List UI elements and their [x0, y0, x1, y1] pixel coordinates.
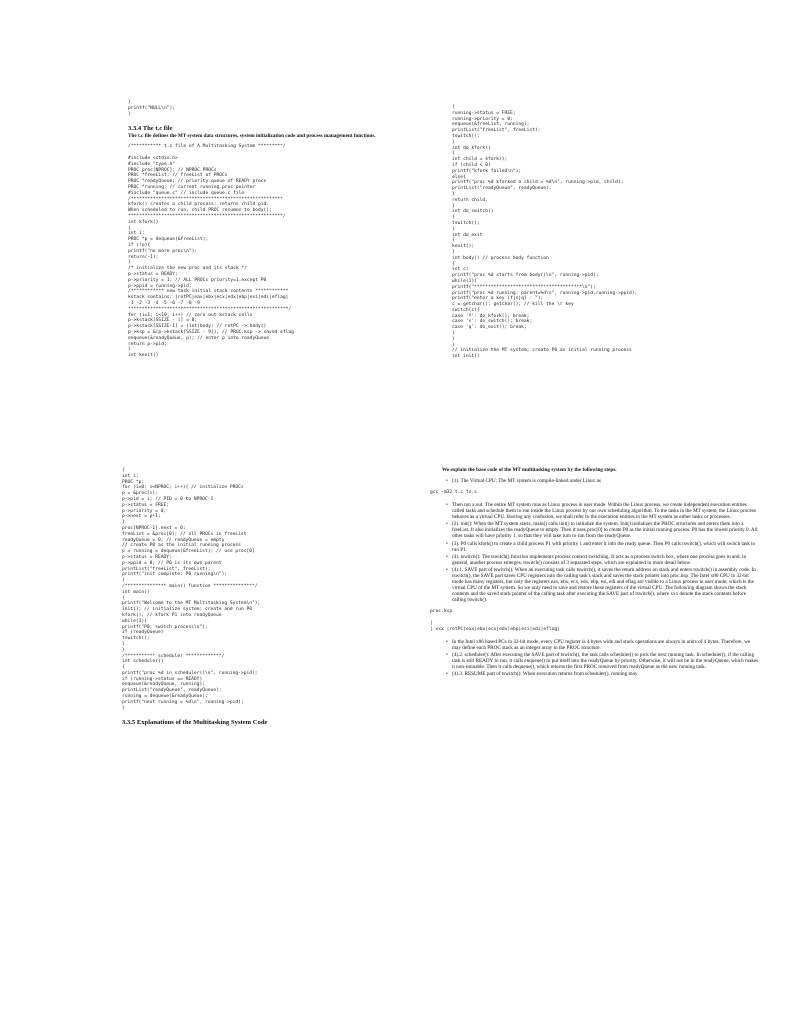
- code-line: return child;: [452, 197, 488, 203]
- step-item: • (4).1. SAVE part of tswitch(): When an executing task calls tswitch(), it saves the return address on stack and enters tswitch() in assembly code. In tswitch(), the SAVE part saves CPU registers into the calling task's stack and saves the stack pointer into proc.ksp. The Intel x86 CPU in 32-bit mode has many registers, but only the registers eax, ebx, ecx, edx, ebp, esi, edi and eflag are visible to a Linux process in user mode, which is the virtual CPU of the MT system. So we only need to save and restore these registers of the virtual CPU. The following diagram shows the stack contents and the saved stack pointer of the calling task after executing the SAVE part of tswitch(), where xxx denote the stack contents before calling tswitch().: [452, 567, 760, 604]
- code-line: printf("NULL\n");: [128, 105, 176, 111]
- section-heading-tc-file: 3.3.4 The t.c file: [128, 125, 173, 133]
- code-line: {: [122, 468, 125, 473]
- code-line: proc[NPROC-1].next = 0;: [122, 525, 186, 531]
- code-line: {: [452, 215, 455, 221]
- code-block-print-null: [128, 100, 418, 117]
- code-line: running = dequeue(&readyQueue);: [122, 694, 208, 700]
- code-line: PROC *freeList; // freeList of PROCs: [128, 173, 228, 179]
- code-line: /*********** scheduler *************/: [122, 653, 225, 659]
- code-line: p = running = dequeue(&freeList); // use proc[0]: [122, 549, 255, 555]
- code-line: else{: [452, 174, 466, 180]
- code-line: switch(c){: [452, 307, 480, 313]
- code-line: int main(): [122, 589, 150, 595]
- code-line: running->status = FREE;: [452, 110, 516, 116]
- code-line: {: [128, 225, 131, 231]
- code-line: }: [122, 647, 125, 653]
- code-line: kstack contains: |retPC|eax|ebx|ecx|edx|ebp|esi|edi|eflag|: [128, 295, 289, 301]
- code-line: case 's': do_switch(); break;: [452, 319, 533, 325]
- code-line: printList("freeList", freeList);: [122, 566, 211, 572]
- code-line: tswitch();: [452, 220, 480, 226]
- code-line: printList("readyQueue", readyQueue);: [122, 688, 222, 694]
- code-line: printf("no more proc\n");: [128, 248, 198, 254]
- step-list-3: [430, 639, 760, 678]
- step-item: • (2). init(): When the MT system starts, main() calls init() to initialize the system. Init() initializes the PROC structures and enters them into a freeList. It also initializes the readyQueue to empty. Then it uses proc[0] to create P0 as the initial running process. P0 has the lowest priority 0. All other tasks will have priority 1, so that they will take turn to run from the readyQueue.: [452, 521, 760, 539]
- bottom-left-column: [122, 468, 422, 726]
- code-line: /*********** t.c file of A Multitasking System *********/: [128, 144, 286, 150]
- code-line: printList("readyQueue", readyQueue);: [452, 186, 552, 192]
- code-line: }: [128, 111, 131, 117]
- step-item: • (3). P0 calls kfork() to create a child process P1 with priority 1 and enter it into the ready queue. Then P0 calls tswitch(), which will switch task to run P1.: [452, 541, 760, 553]
- code-line: }: [122, 641, 125, 647]
- code-line: int do_kfork(): [452, 145, 491, 151]
- code-line: #include "type.h": [128, 161, 176, 167]
- code-line: }: [452, 203, 455, 209]
- stack-diagram: [430, 621, 760, 633]
- step-item: • Then run a.out. The entire MT system runs as Linux process in user mode. Within the Linux process, we create independent execution entities called tasks and schedule them to run inside the Linux process by our own scheduling algorithm. To the tasks in the MT system, the Linux process behaves as a virtual CPU. Barring any confusion, we shall refer to the execution entities in the MT system as either tasks or processes.: [452, 502, 760, 520]
- code-line: /*******************************************************: [128, 196, 283, 202]
- proc-ksp-label: proc.ksp: [430, 609, 453, 615]
- code-line: return(-1);: [128, 254, 159, 260]
- code-line: }: [122, 520, 125, 526]
- code-line: int c;: [452, 267, 469, 273]
- code-line: p->status = FREE;: [122, 502, 170, 508]
- top-right-column: [452, 105, 752, 360]
- section-intro-tc-file: The t.c file defines the MT system data structures, system initialization code and process management functions.: [128, 133, 376, 140]
- code-line: enqueue(&readyQueue, running);: [122, 682, 205, 688]
- code-line: printf("proc %d starts from body()\n", running->pid);: [452, 273, 599, 279]
- code-line: for (i=1; i<10; i++) // zero out kstack cells: [128, 312, 253, 318]
- code-line: p->status = READY;: [122, 554, 172, 560]
- code-line: }: [128, 260, 131, 266]
- code-line: PROC *p;: [122, 479, 145, 485]
- code-line: int init(): [452, 354, 480, 360]
- code-line: printf("proc %d kforked a child = %d\n", running->pid, child);: [452, 180, 624, 186]
- code-line: kexit();: [452, 244, 475, 250]
- code-line: printf("proc %d in scheduler()\n", running->pid);: [122, 670, 258, 676]
- code-line: for (i=0; i<NPROC; i++){ // initialize PROCs: [122, 485, 244, 491]
- code-line: int child = kfork();: [452, 157, 508, 163]
- code-block-init-main-scheduler: [122, 468, 422, 711]
- code-line: p = &proc[i];: [122, 491, 158, 497]
- code-line: }: [128, 100, 131, 105]
- code-line: case 'q': do_exit(); break;: [452, 325, 527, 331]
- code-line: }: [452, 191, 455, 197]
- code-line: printf("kfork failed\n");: [452, 168, 522, 174]
- code-line: PROC *running; // current running proc pointer: [128, 185, 256, 191]
- code-line: p->next = p+1;: [122, 514, 161, 520]
- code-line: **********************************************************/: [128, 306, 292, 312]
- code-line: while(1){: [452, 278, 477, 284]
- code-line: p->status = READY;: [128, 272, 178, 278]
- code-line: /* initialize the new proc and its stack */: [128, 266, 247, 272]
- code-line: int kexit(): [128, 353, 159, 359]
- code-line: running->priority = 0;: [452, 116, 513, 122]
- code-line: When scheduled to run, child PROC resumes to body();: [128, 208, 272, 214]
- code-line: -1 -2 -3 -4 -5 -6 -7 -8 -9: [128, 301, 200, 306]
- code-line: p->ksp = &(p->kstack[SSIZE - 9]); // PROC.ksp -> saved eflag: [128, 329, 294, 335]
- code-line: PROC *p = dequeue(&freeList);: [128, 237, 209, 243]
- code-line: | xxx |retPC|eax|ebx|ecx|edx|ebp|esi|edi|eflag|: [430, 627, 560, 633]
- step-item: • (4).3. RESUME part of tswitch(): When execution returns from scheduler(), running may: [452, 671, 760, 677]
- step-item: • (1). The Virtual CPU: The MT system is compile-linked under Linux as: [452, 478, 760, 484]
- code-line: }: [452, 226, 455, 232]
- code-line: // create P0 as the initial running process: [122, 543, 241, 549]
- step-item: • In the Intel x86 based PCs in 32-bit mode, every CPU register is 4 bytes wide and stack operations are always in units of 4 bytes. Therefore, we may define each PROC stack as an integer array in the PROC structure.: [452, 639, 760, 651]
- code-line: {: [452, 105, 455, 110]
- code-line: |: [430, 621, 433, 627]
- code-line: case 'f': do_kfork(); break;: [452, 313, 530, 319]
- code-line: tswitch();: [122, 636, 150, 642]
- code-line: printf("***************************************\n");: [452, 284, 596, 290]
- code-block-tc-file: [128, 144, 418, 358]
- code-line: }: [128, 347, 131, 353]
- code-line: {: [452, 261, 455, 267]
- explanation-intro: We explain the base code of the MT multitasking system by the following steps.: [442, 467, 617, 473]
- step-item: • (4). tswitch(): The tswitch() function implements process context switching. It acts as a process switch box, where one process goes in and, in general, another process emerges. tswitch() consists of 3 separated steps, which are explained in more detail below.: [452, 554, 760, 566]
- code-line: printf("enter a key [f|s|q] : ");: [452, 296, 544, 302]
- code-line: c = getchar(); getchar(); // kill the \r key: [452, 302, 574, 308]
- code-line: {: [122, 595, 125, 601]
- bottom-right-column: [430, 466, 760, 678]
- code-line: p->priority = 1; // ALL PROCs priority=1,except P0: [128, 277, 267, 283]
- code-line: while(1){: [122, 618, 147, 624]
- code-line: #include <stdio.h>: [128, 156, 178, 162]
- code-block-kexit-init: [452, 105, 752, 360]
- section-heading-explanations: 3.3.5 Explanations of the Multitasking System Code: [122, 719, 268, 727]
- code-line: /************ new task initial stack contents ************: [128, 289, 289, 295]
- code-line: return p->pid;: [128, 341, 167, 347]
- step-item: • (4).2. scheduler(): After executing the SAVE part of tswitch(), the task calls scheduler() to pick the next running task. In scheduler(), if the calling task is still READY to run, it calls enqueue() to put itself into the readyQueue by priority. Otherwise, it will not be in the readyQueue, which makes it non-runnable. Then it calls dequeue(), which returns the first PROC removed from readyQueue as the new running task.: [452, 652, 760, 670]
- code-line: printf("Welcome to the MT Multitasking System\n");: [122, 601, 261, 607]
- code-line: if (readyQueue): [122, 630, 164, 636]
- code-line: ********************************************************/: [128, 214, 286, 220]
- code-line: p->priority = 0;: [122, 508, 167, 514]
- code-line: }: [452, 331, 455, 337]
- code-line: freeList = &proc[0]; // all PROCs in freeList: [122, 531, 247, 537]
- code-line: enqueue(&readyQueue, p); // enter p into readyQueue: [128, 335, 270, 341]
- code-line: }: [452, 139, 455, 145]
- code-line: readyQueue = 0; // readyQueue = empty: [122, 537, 225, 543]
- code-line: #include "queue.c" // include queue.c file: [128, 190, 245, 196]
- gcc-command: gcc -m32 t.c ts.s: [430, 490, 478, 496]
- code-line: tswitch();: [452, 133, 480, 139]
- code-line: if (running->status == READY): [122, 676, 203, 682]
- code-line: kfork(); // kfork P1 into readyQueue: [122, 612, 222, 618]
- code-line: p->kstack[SSIZE-1] = (int)body; // retPC -> body(): [128, 324, 267, 330]
- top-left-column: [128, 100, 418, 359]
- code-line: p->kstack[SSIZE - i] = 0;: [128, 318, 198, 324]
- code-line: p->ppid = 0; // P0 is its own parent: [122, 560, 222, 566]
- code-line: PROC *readyQueue; // priority queue of READY procs: [128, 179, 267, 185]
- code-line: int scheduler(): [122, 659, 164, 665]
- code-line: printf("P0: switch process\n");: [122, 624, 208, 630]
- code-line: {: [452, 238, 455, 244]
- code-line: int i;: [122, 473, 139, 479]
- code-line: printf("init complete: P0 running\n");: [122, 572, 228, 578]
- code-line: if (child < 0): [452, 162, 491, 168]
- code-line: int do_exit: [452, 232, 483, 238]
- code-line: p->ppid = running->pid;: [128, 283, 192, 289]
- code-line: kfork() creates a child process; returns child pid.: [128, 202, 270, 208]
- code-line: init(); // initialize system; create and run P0: [122, 607, 252, 613]
- code-line: {: [452, 151, 455, 157]
- code-line: PROC proc[NPROC]; // NPROC PROCs: [128, 167, 217, 173]
- step-list-1: [430, 478, 760, 484]
- code-line: /*************** main() function ***************/: [122, 583, 258, 589]
- code-line: int do_switch(): [452, 209, 494, 215]
- code-line: }: [452, 336, 455, 342]
- code-line: int kfork(): [128, 219, 159, 225]
- code-line: }: [122, 578, 125, 584]
- code-line: }: [122, 705, 125, 711]
- code-line: // initialize the MT system; create P0 as initial running process: [452, 348, 632, 354]
- code-line: printf("proc %d running: parent=%d\n", running->pid,running->ppid);: [452, 290, 638, 296]
- code-line: }: [452, 249, 455, 255]
- code-line: if (!p){: [128, 243, 151, 249]
- code-line: p->pid = i; // PID = 0 to NPROC-1: [122, 496, 214, 502]
- code-line: int i;: [128, 231, 145, 237]
- code-line: printList("freeList", freeList);: [452, 128, 541, 134]
- code-line: int body() // process body function: [452, 255, 549, 261]
- step-list-2: [430, 502, 760, 604]
- code-line: enqueue(&freeList, running);: [452, 122, 530, 128]
- code-line: {: [122, 665, 125, 671]
- code-line: printf("next running = %d\n", running->pid);: [122, 699, 244, 705]
- code-line: }: [452, 342, 455, 348]
